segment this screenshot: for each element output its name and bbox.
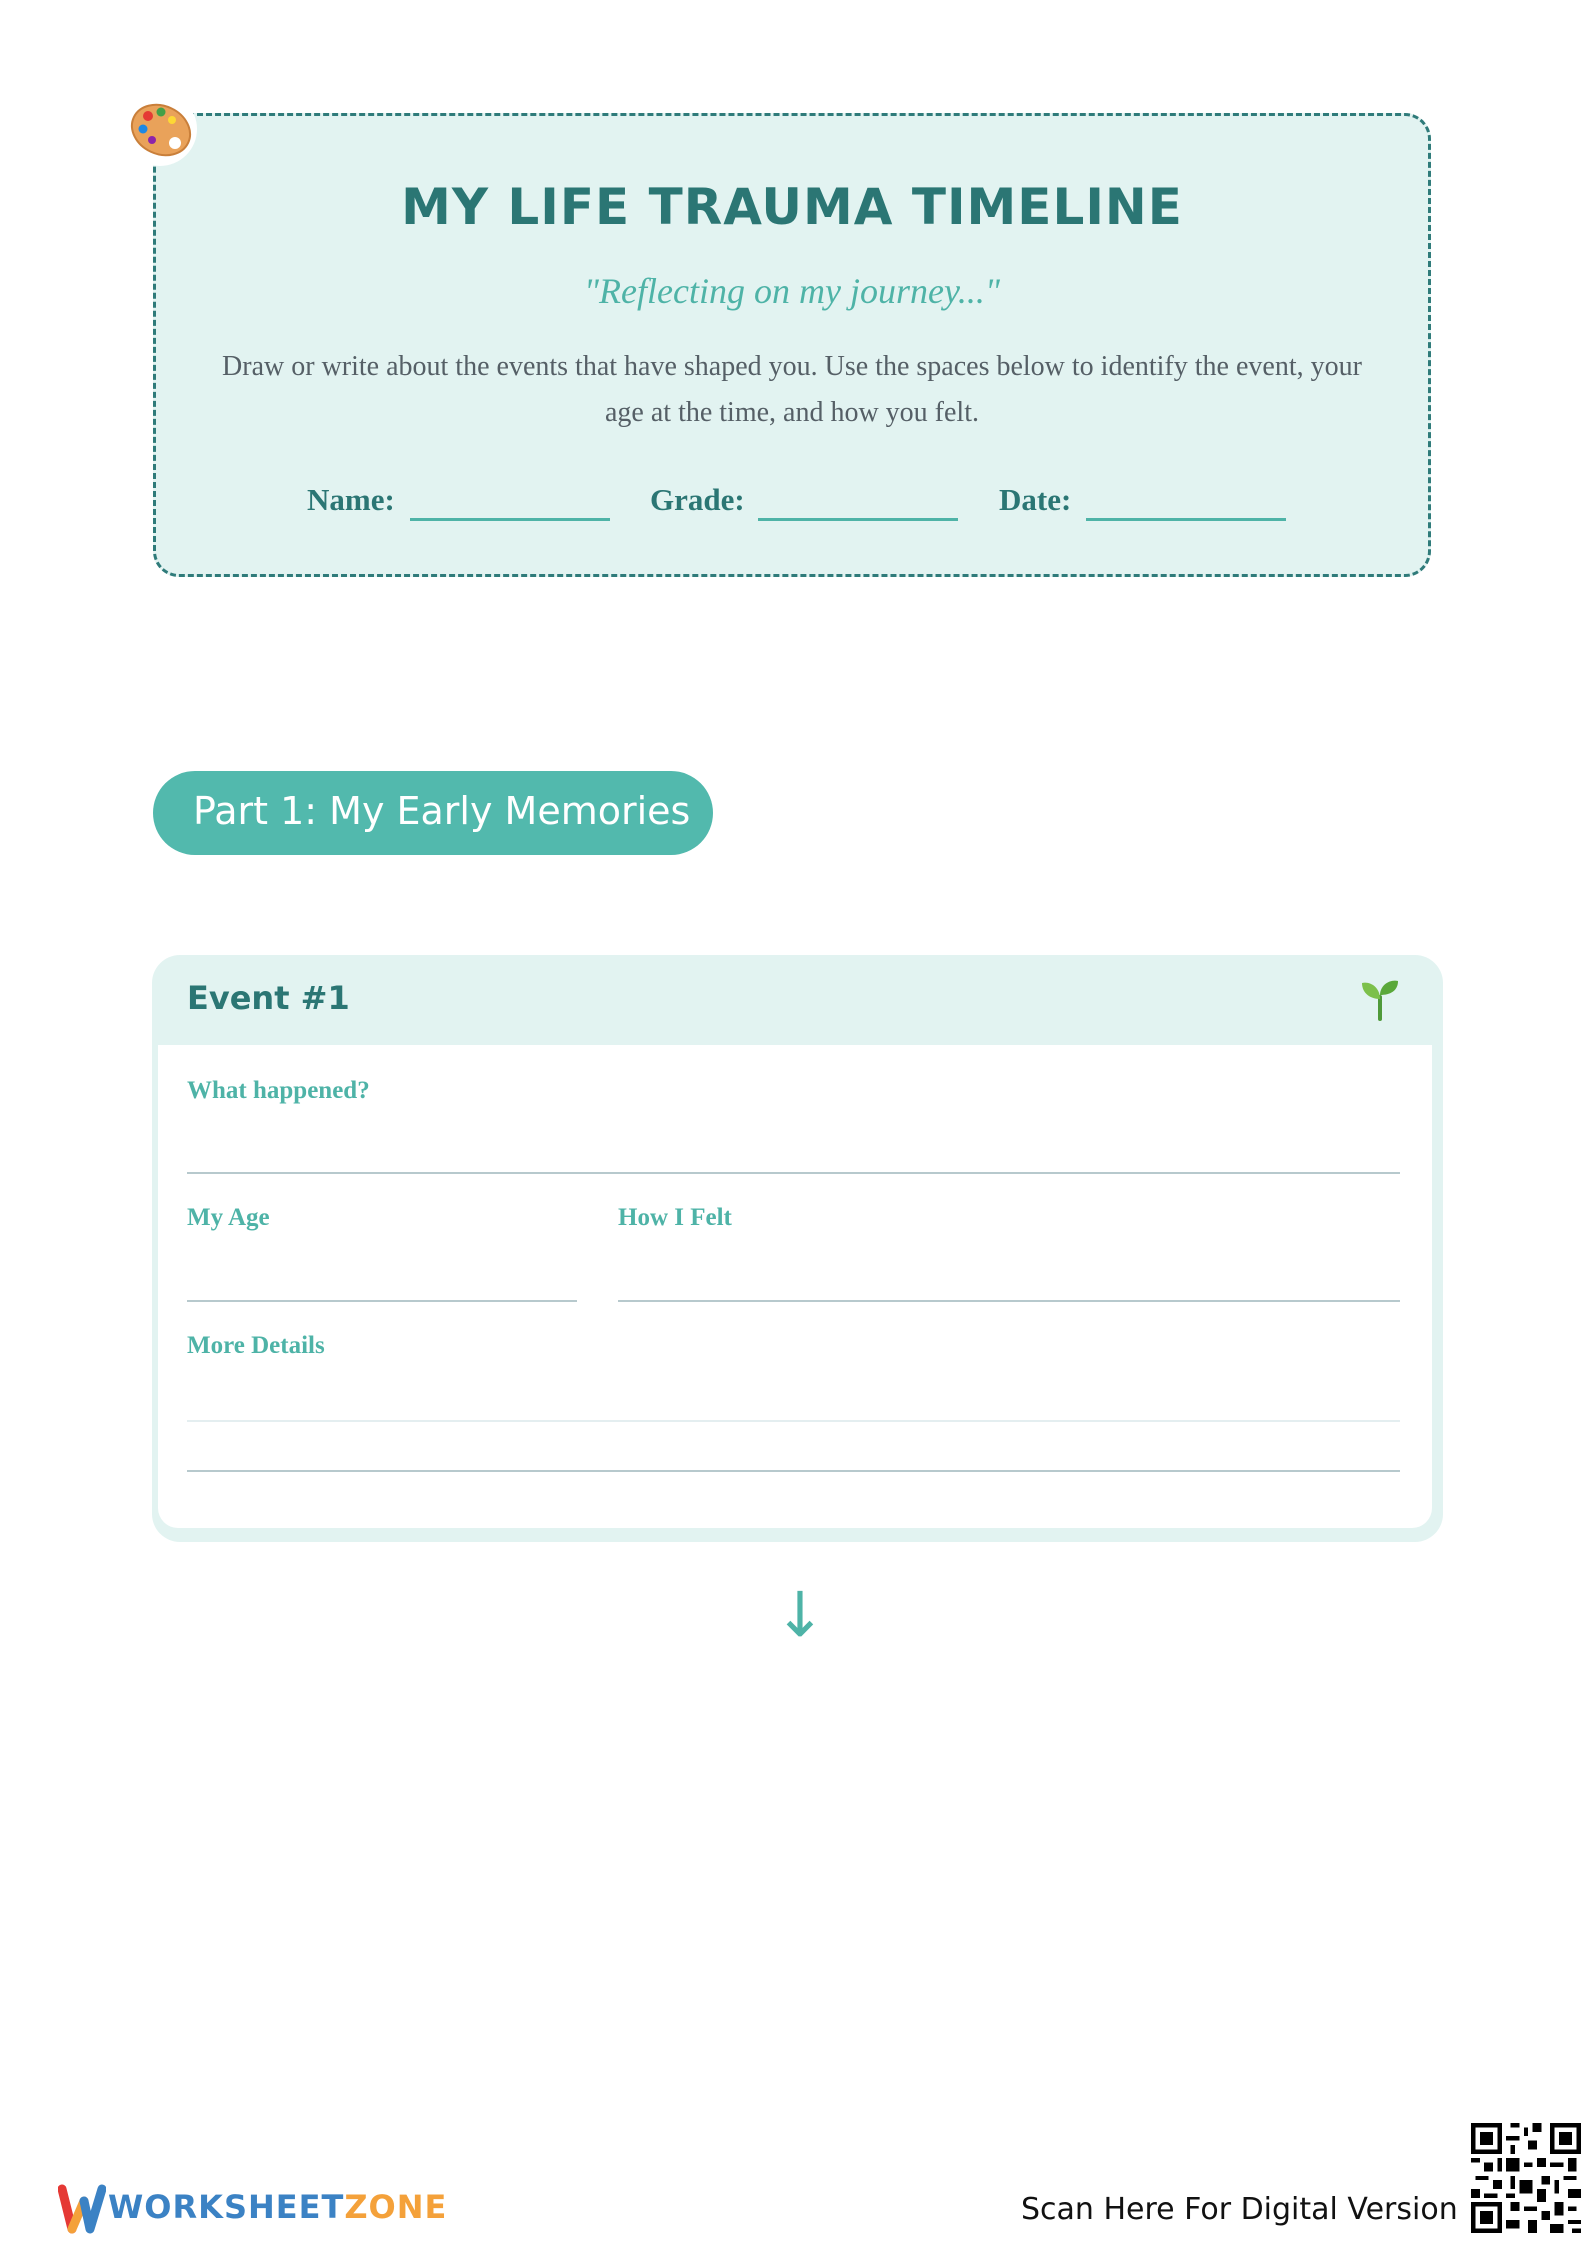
scan-text: Scan Here For Digital Version <box>1021 2192 1458 2227</box>
felt-label: How I Felt <box>618 1204 732 1231</box>
student-fields <box>156 482 1428 542</box>
details-label: More Details <box>187 1332 325 1359</box>
page-subtitle: "Reflecting on my journey..." <box>583 271 1001 311</box>
name-field[interactable] <box>410 518 610 521</box>
details-line-1[interactable] <box>187 1420 1400 1422</box>
palette-icon <box>128 96 194 162</box>
event-header <box>152 955 1443 1045</box>
section-heading <box>153 771 713 855</box>
page-title: MY LIFE TRAUMA TIMELINE <box>401 178 1183 236</box>
name-label: Name: <box>307 482 395 517</box>
qr-code-icon[interactable] <box>1471 2123 1581 2233</box>
header-card <box>153 113 1431 577</box>
palette-badge <box>123 92 197 166</box>
brand-name-part2: ZONE <box>344 2188 448 2226</box>
worksheetzone-logo-icon <box>58 2183 106 2235</box>
date-label: Date: <box>999 482 1072 517</box>
event-card <box>152 955 1443 1542</box>
age-label: My Age <box>187 1204 270 1231</box>
section-heading-label: Part 1: My Early Memories <box>193 789 691 833</box>
what-happened-field[interactable] <box>187 1172 1400 1174</box>
event-body <box>158 1045 1432 1528</box>
age-field[interactable] <box>187 1300 577 1302</box>
event-title: Event #1 <box>187 979 350 1017</box>
grade-label: Grade: <box>650 482 745 517</box>
what-happened-label: What happened? <box>187 1077 370 1104</box>
instructions: Draw or write about the events that have shaped you. Use the spaces below to identify the event, your age at the time, and how you felt. <box>222 351 1362 428</box>
grade-field[interactable] <box>758 518 958 521</box>
felt-field[interactable] <box>618 1300 1400 1302</box>
brand-name <box>108 2188 447 2226</box>
down-arrow-icon: ↓ <box>774 1578 826 1651</box>
brand-name-part1: WORKSHEET <box>108 2188 345 2226</box>
sprout-icon <box>1360 977 1400 1021</box>
date-field[interactable] <box>1086 518 1286 521</box>
details-line-2[interactable] <box>187 1470 1400 1472</box>
